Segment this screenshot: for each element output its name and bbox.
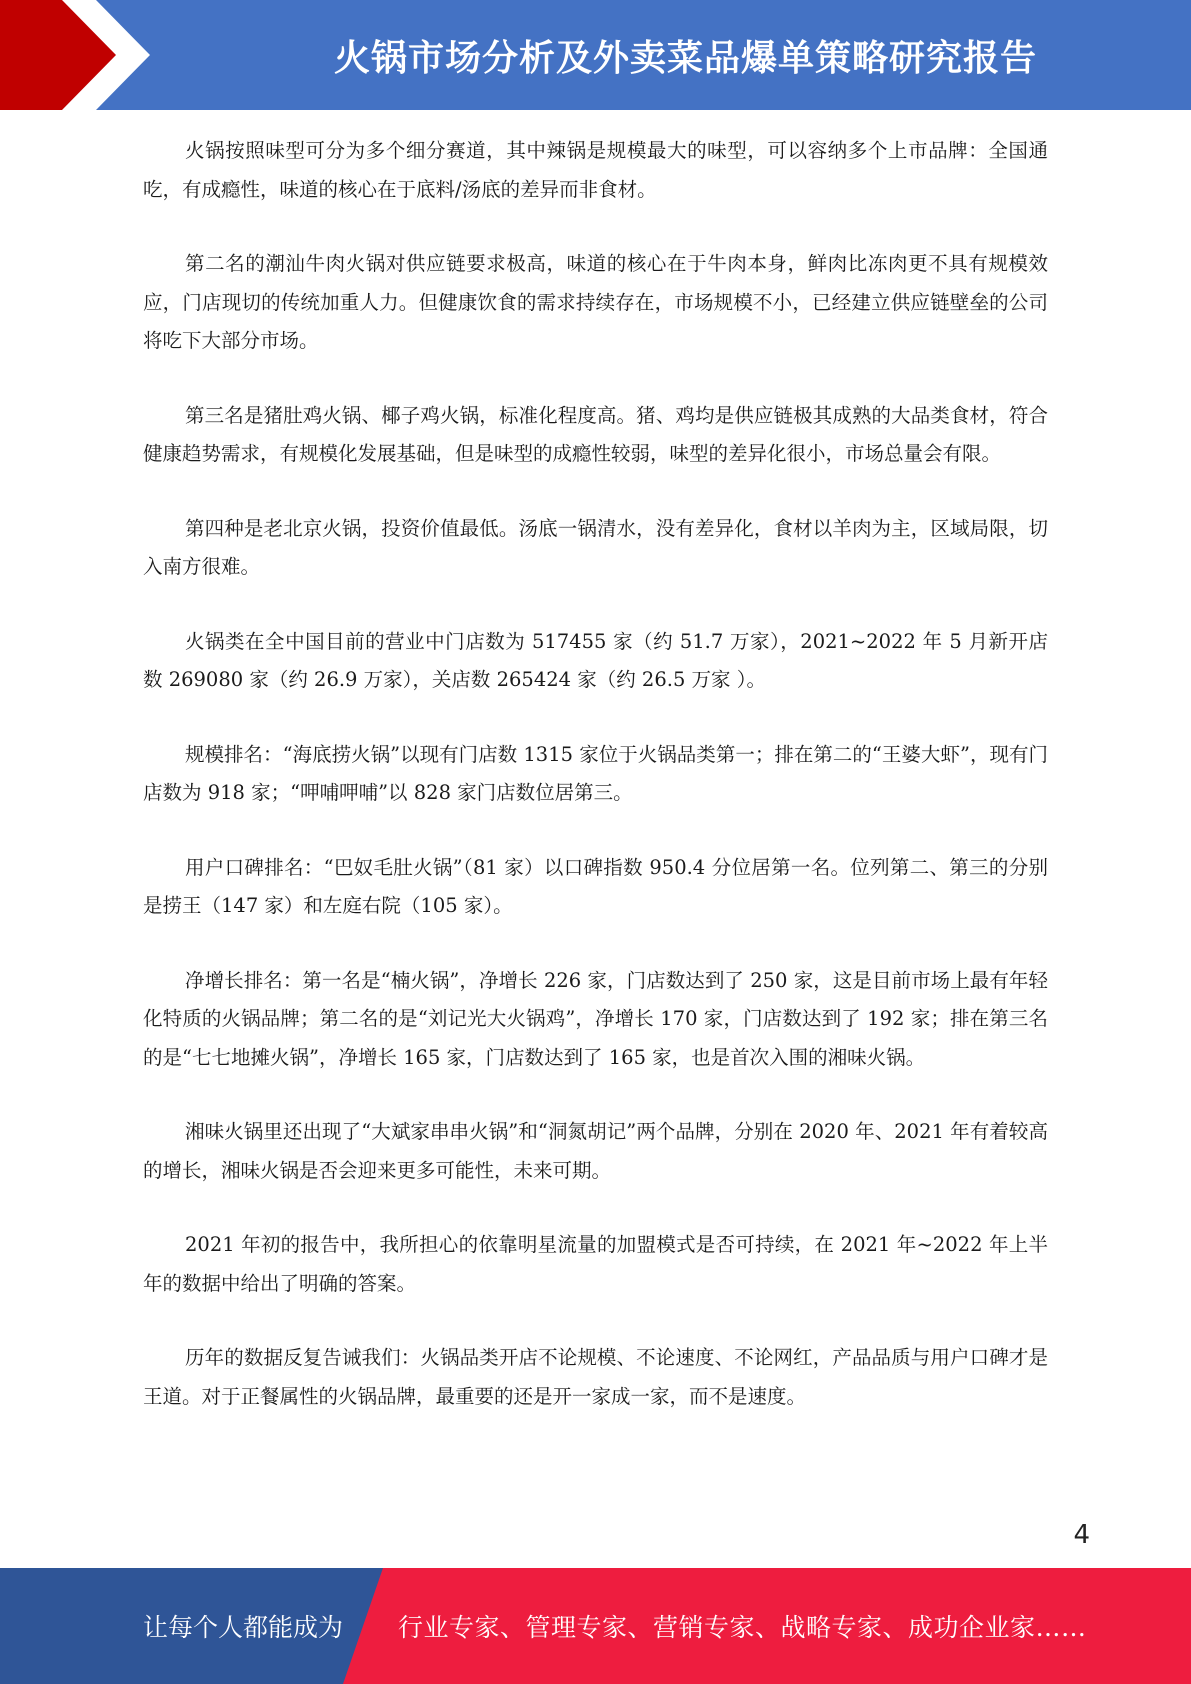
paragraph-growth-ranking: 净增长排名：第一名是“楠火锅”，净增长 226 家，门店数达到了 250 家，这是目前市场上最有年轻化特质的火锅品牌；第二名的是“刘记光大火锅鸡”，净增长 170 家，门店数达到了 192 家；排在第三名的是“七七地摊火锅”，净增长 165 家，门店数达到了 165 家，也是首次入围的湘味火锅。 (143, 968, 1048, 1069)
page-header (0, 0, 1191, 110)
paragraph-old-beijing: 第四种是老北京火锅，投资价值最低。汤底一锅清水，没有差异化，食材以羊肉为主，区域局限，切入南方很难。 (143, 516, 1048, 578)
red-chevron-arrow-icon (0, 0, 160, 110)
paragraph-chaoshan-beef: 第二名的潮汕牛肉火锅对供应链要求极高，味道的核心在于牛肉本身，鲜肉比冻肉更不具有规模效应，门店现切的传统加重人力。但健康饮食的需求持续存在，市场规模不小，已经建立供应链壁垒的公司将吃下大部分市场。 (143, 252, 1048, 352)
paragraph-pork-tripe-chicken: 第三名是猪肚鸡火锅、椰子鸡火锅，标准化程度高。猪、鸡均是供应链极其成熟的大品类食材，符合健康趋势需求，有规模化发展基础，但是味型的成瘾性较弱，味型的差异化很小，市场总量会有限。 (143, 403, 1048, 465)
paragraph-scale-ranking: 规模排名：“海底捞火锅”以现有门店数 1315 家位于火锅品类第一；排在第二的“王婆大虾”，现有门店数为 918 家；“呷哺呷哺”以 828 家门店数位居第三。 (143, 742, 1048, 804)
paragraph-spicy-hotpot: 火锅按照味型可分为多个细分赛道，其中辣锅是规模最大的味型，可以容纳多个上市品牌：全国通吃，有成瘾性，味道的核心在于底料/汤底的差异而非食材。 (143, 139, 1048, 201)
paragraph-franchise-model: 2021 年初的报告中，我所担心的依靠明星流量的加盟模式是否可持续，在 2021 年~2022 年上半年的数据中给出了明确的答案。 (143, 1233, 1048, 1295)
paragraph-store-counts: 火锅类在全中国目前的营业中门店数为 517455 家（约 51.7 万家），2021~2022 年 5 月新开店数 269080 家（约 26.9 万家），关店数 265424 家（约 26.5 万家 ）。 (143, 629, 1048, 691)
page-footer (0, 1568, 1191, 1684)
paragraph-conclusion: 历年的数据反复告诫我们：火锅品类开店不论规模、不论速度、不论网红，产品品质与用户口碑才是王道。对于正餐属性的火锅品牌，最重要的还是开一家成一家，而不是速度。 (143, 1346, 1048, 1408)
footer-slogan-right: 行业专家、管理专家、营销专家、战略专家、成功企业家…… (398, 1613, 1087, 1642)
page-number: 4 (1073, 1520, 1090, 1550)
document-title: 火锅市场分析及外卖菜品爆单策略研究报告 (333, 37, 1037, 79)
paragraph-hunan-hotpot: 湘味火锅里还出现了“大斌家串串火锅”和“洞氮胡记”两个品牌，分别在 2020 年、2021 年有着较高的增长，湘味火锅是否会迎来更多可能性，未来可期。 (143, 1120, 1048, 1182)
footer-slogan-left: 让每个人都能成为 (143, 1613, 344, 1642)
paragraph-reputation-ranking: 用户口碑排名：“巴奴毛肚火锅”（81 家）以口碑指数 950.4 分位居第一名。位列第二、第三的分别是捞王（147 家）和左庭右院（105 家）。 (143, 855, 1048, 917)
body-content (143, 132, 1048, 1452)
